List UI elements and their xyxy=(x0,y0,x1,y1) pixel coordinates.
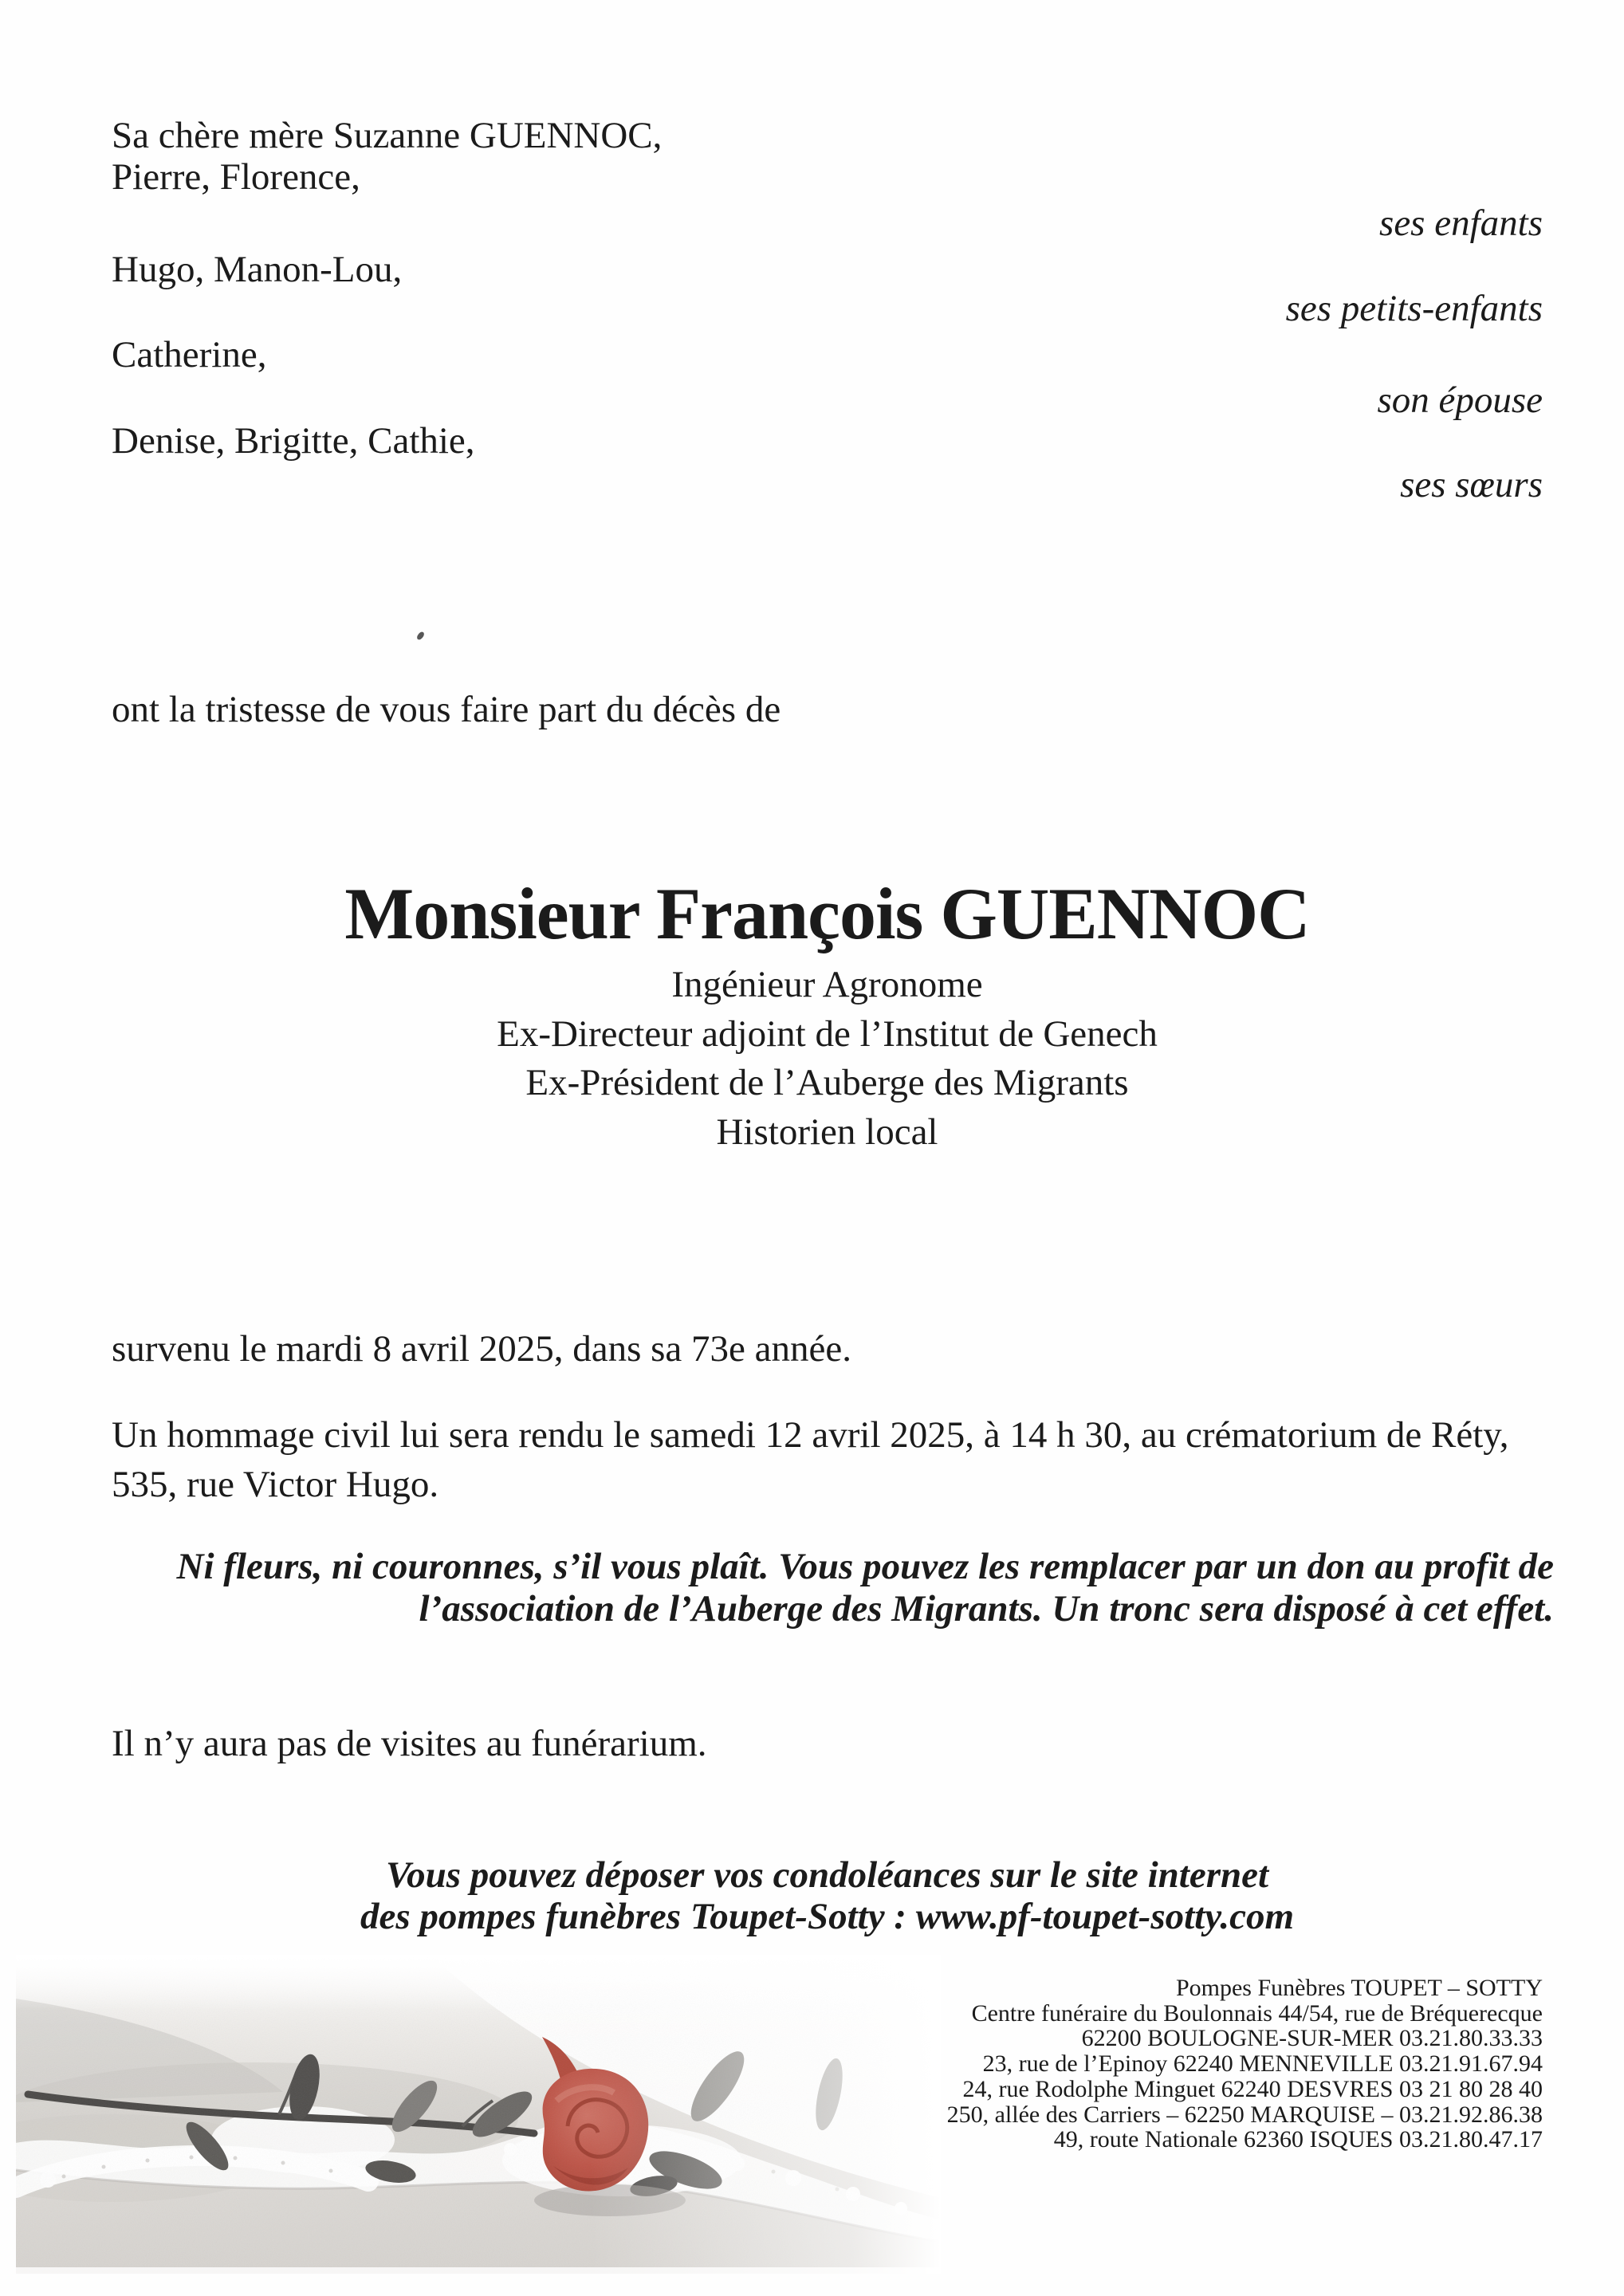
deceased-title: Ingénieur Agronome xyxy=(671,964,983,1005)
family-member-line: Hugo, Manon-Lou, xyxy=(112,249,403,290)
deceased-name: Monsieur François GUENNOC xyxy=(344,873,1310,954)
family-member-line: Sa chère mère Suzanne GUENNOC, xyxy=(112,115,663,156)
funeral-home-name: Pompes Funèbres TOUPET – SOTTY xyxy=(1175,1975,1543,2001)
condolences-line: Vous pouvez déposer vos condoléances sur le site internet xyxy=(385,1854,1269,1896)
announcement-text: ont la tristesse de vous faire part du décès de xyxy=(112,689,781,730)
deceased-title: Historien local xyxy=(716,1111,938,1153)
family-member-line: Pierre, Florence, xyxy=(112,156,360,198)
donation-request-line: l’association de l’Auberge des Migrants. Un tronc sera disposé à cet effet. xyxy=(419,1588,1554,1630)
visits-notice: Il n’y aura pas de visites au funérarium. xyxy=(112,1723,707,1764)
relation-label: ses enfants xyxy=(1379,202,1543,244)
family-member-line: Catherine, xyxy=(112,334,267,375)
death-notice: survenu le mardi 8 avril 2025, dans sa 73e année. xyxy=(112,1328,851,1370)
donation-request-line: Ni fleurs, ni couronnes, s’il vous plaît. Vous pouvez les remplacer par un don au profit de xyxy=(176,1546,1554,1587)
relation-label: son épouse xyxy=(1377,379,1543,421)
family-member-line: Denise, Brigitte, Cathie, xyxy=(112,420,475,462)
scan-speck xyxy=(416,631,425,641)
rose-photo xyxy=(16,1955,941,2274)
condolences-line: des pompes funèbres Toupet-Sotty : www.pf-toupet-sotty.com xyxy=(360,1896,1295,1937)
funeral-home-location: 250, allée des Carriers – 62250 MARQUISE – 03.21.92.86.38 xyxy=(946,2101,1543,2128)
funeral-home-location: 24, rue Rodolphe Minguet 62240 DESVRES 03 21 80 28 40 xyxy=(962,2075,1543,2102)
ceremony-line: Un hommage civil lui sera rendu le samedi 12 avril 2025, à 14 h 30, au crématorium de Réty, xyxy=(112,1414,1509,1456)
deceased-title: Ex-Directeur adjoint de l’Institut de Genech xyxy=(497,1013,1158,1055)
funeral-home-location: 23, rue de l’Epinoy 62240 MENNEVILLE 03.21.91.67.94 xyxy=(982,2050,1543,2078)
ceremony-line: 535, rue Victor Hugo. xyxy=(112,1464,439,1505)
funeral-home-location: 49, route Nationale 62360 ISQUES 03.21.80.47.17 xyxy=(1053,2126,1543,2153)
funeral-home-location: Centre funéraire du Boulonnais 44/54, rue de Bréquerecque xyxy=(971,1999,1543,2027)
photo-bottom-edge xyxy=(16,2267,941,2274)
funeral-home-location: 62200 BOULOGNE-SUR-MER 03.21.80.33.33 xyxy=(1081,2025,1543,2052)
photo-right-fade xyxy=(590,1955,941,2274)
deceased-title: Ex-Président de l’Auberge des Migrants xyxy=(525,1062,1129,1103)
relation-label: ses sœurs xyxy=(1400,464,1543,505)
relation-label: ses petits-enfants xyxy=(1285,288,1543,329)
